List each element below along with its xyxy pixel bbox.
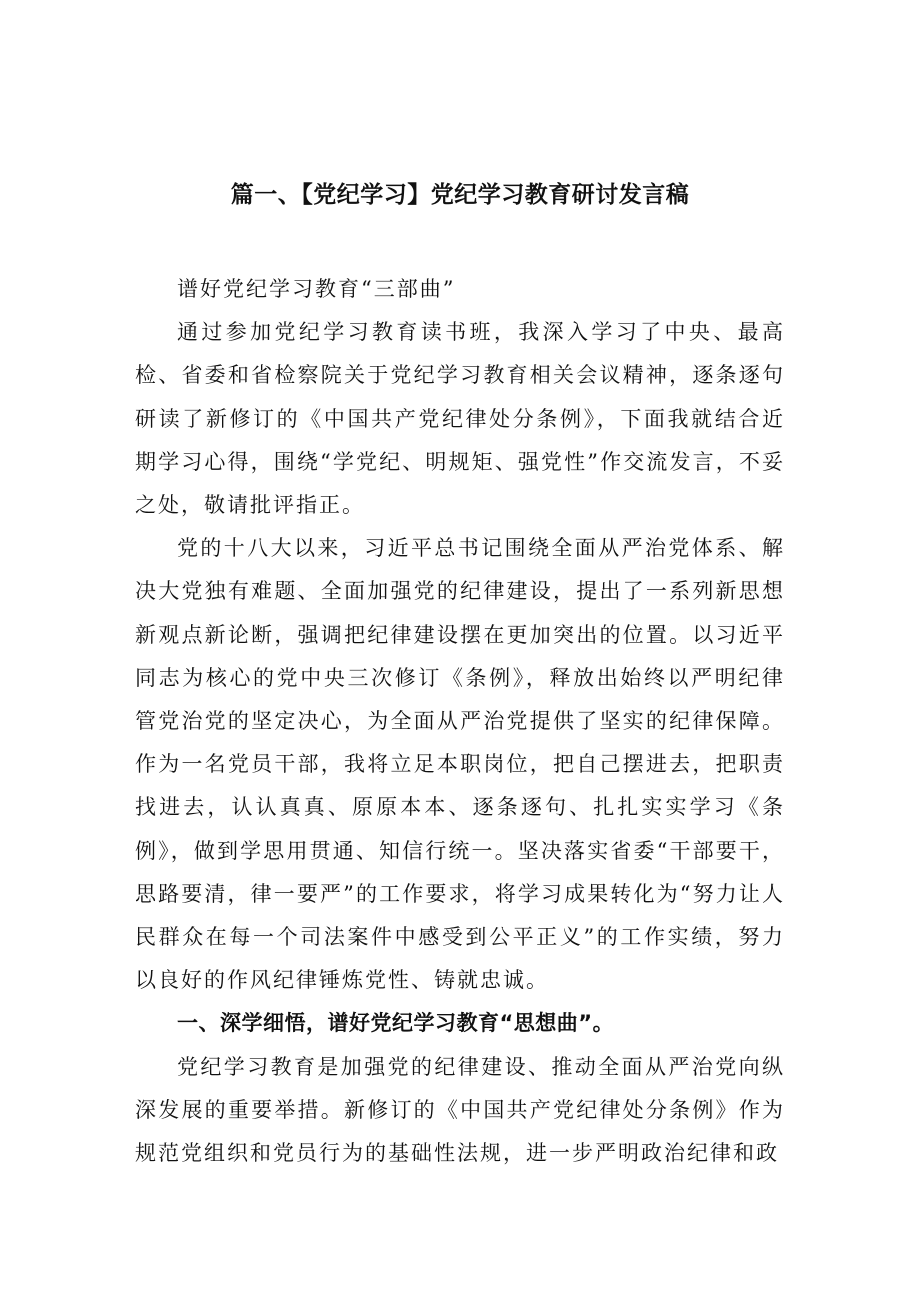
intro-paragraph: 通过参加党纪学习教育读书班，我深入学习了中央、最高检、省委和省检察院关于党纪学习教育相关会议精神，逐条逐句研读了新修订的《中国共产党纪律处分条例》，下面我就结合近期学习心得，围绕“学党纪、明规矩、强党性”作交流发言，不妥之处，敬请批评指正。 bbox=[135, 320, 785, 518]
section-1-paragraph: 党纪学习教育是加强党的纪律建设、推动全面从严治党向纵深发展的重要举措。新修订的《中国共产党纪律处分条例》作为规范党组织和党员行为的基础性法规，进一步严明政治纪律和政 bbox=[135, 1054, 785, 1166]
document-body bbox=[135, 268, 785, 1175]
subtitle-line: 谱好党纪学习教育“三部曲” bbox=[177, 277, 456, 301]
document-title: 篇一、【党纪学习】党纪学习教育研讨发言稿 bbox=[230, 182, 690, 208]
background-paragraph: 党的十八大以来，习近平总书记围绕全面从严治党体系、解决大党独有难题、全面加强党的纪律建设，提出了一系列新思想新观点新论断，强调把纪律建设摆在更加突出的位置。以习近平同志为核心的党中央三次修订《条例》，释放出始终以严明纪律管党治党的坚定决心，为全面从严治党提供了坚实的纪律保障。作为一名党员干部，我将立足本职岗位，把自己摆进去，把职责找进去，认认真真、原原本本、逐条逐句、扎扎实实学习《条例》，做到学思用贯通、知信行统一。坚决落实省委“干部要干，思路要清，律一要严”的工作要求，将学习成果转化为“努力让人民群众在每一个司法案件中感受到公平正义”的工作实绩，努力以良好的作风纪律锤炼党性、铸就忠诚。 bbox=[135, 536, 785, 993]
section-heading-1: 一、深学细悟，谱好党纪学习教育“思想曲”。 bbox=[177, 1011, 615, 1036]
